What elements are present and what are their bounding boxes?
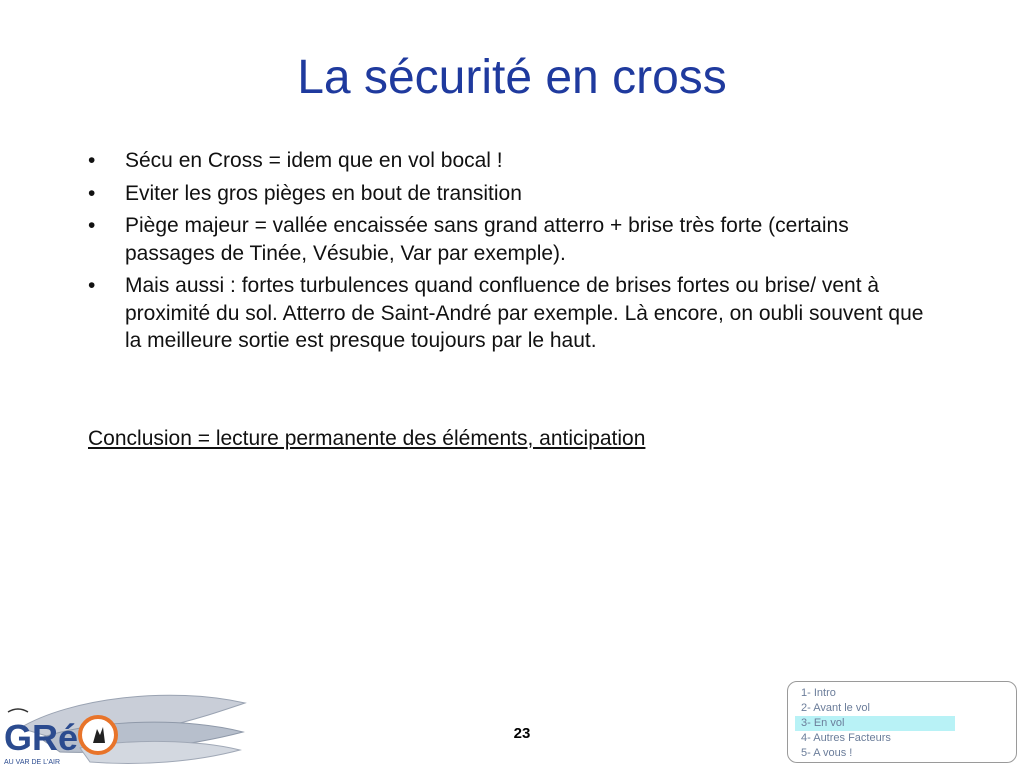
glider-icon	[8, 709, 28, 712]
nav-item-avant-le-vol[interactable]: 2- Avant le vol	[801, 702, 870, 714]
logo-text: GRé	[4, 717, 79, 758]
bullet-icon: •	[88, 274, 96, 297]
bullet-text: Eviter les gros pièges en bout de transition	[125, 181, 522, 205]
bullet-list	[88, 147, 938, 360]
nav-item-a-vous[interactable]: 5- A vous !	[801, 747, 853, 759]
logo	[0, 688, 250, 768]
nav-item-autres-facteurs[interactable]: 4- Autres Facteurs	[801, 732, 891, 744]
bullet-item	[88, 180, 938, 208]
bullet-item	[88, 272, 938, 355]
logo-tagline: AU VAR DE L'AIR	[4, 759, 61, 766]
bullet-item	[88, 147, 938, 175]
slide-title: La sécurité en cross	[297, 51, 727, 104]
nav-item-en-vol[interactable]: 3- En vol	[795, 716, 955, 731]
nav-box	[787, 681, 1017, 763]
bullet-text: Sécu en Cross = idem que en vol bocal !	[125, 149, 503, 172]
bullet-icon: •	[88, 149, 96, 172]
bullet-text: Mais aussi : fortes turbulences quand confluence de brises fortes ou brise/ vent à proximité du sol. Atterro de Saint-André par exemple. Là encore, on oubli souvent que la meilleure sortie est presque toujours par le haut.	[125, 274, 924, 352]
bullet-icon: •	[88, 181, 96, 205]
page-number: 23	[513, 725, 531, 742]
conclusion-text: Conclusion = lecture permanente des éléments, anticipation	[88, 427, 646, 450]
bullet-icon: •	[88, 214, 96, 237]
nav-item-intro[interactable]: 1- Intro	[801, 687, 836, 699]
bullet-item	[88, 212, 938, 267]
bullet-text: Piège majeur = vallée encaissée sans grand atterro + brise très forte (certains passages de Tinée, Vésubie, Var par exemple).	[125, 214, 849, 265]
